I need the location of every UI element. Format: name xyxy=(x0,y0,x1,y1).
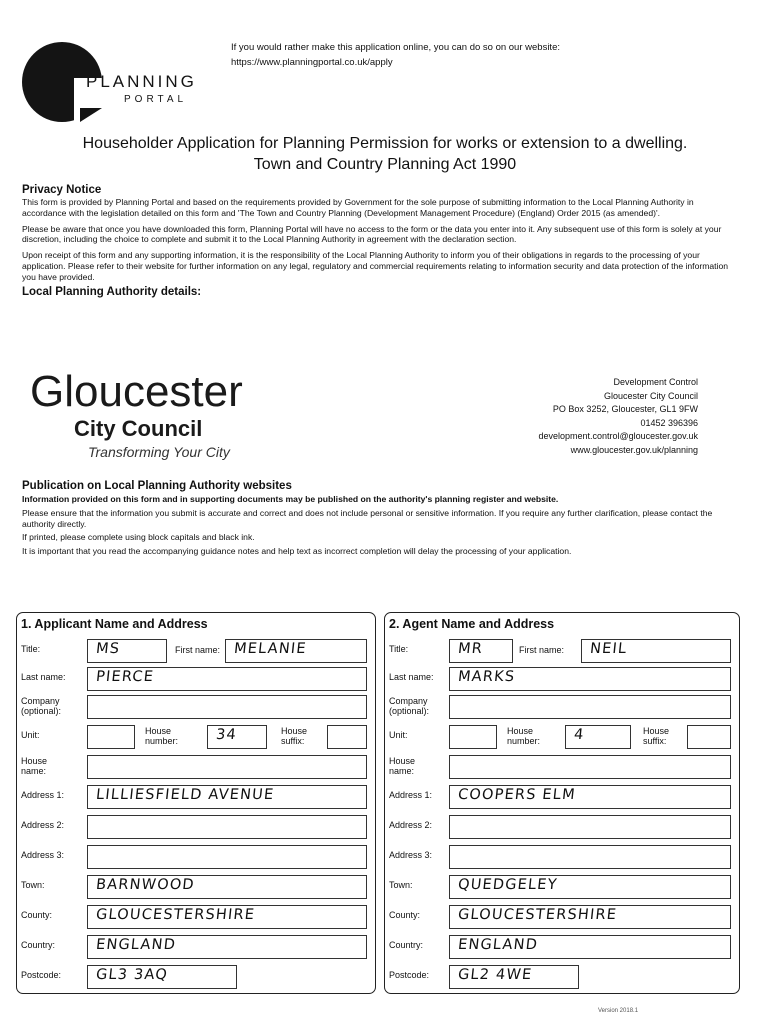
applicant-address3-row xyxy=(17,843,375,871)
agent-town-value: QUEDGELEY xyxy=(457,877,559,893)
agent-house-number-field[interactable] xyxy=(565,725,631,749)
agent-country-value: ENGLAND xyxy=(457,937,539,953)
house-suffix-label xyxy=(643,726,669,746)
company-label xyxy=(389,696,429,716)
lpa-contact-phone: 01452 396396 xyxy=(640,417,698,428)
online-note-text: If you would rather make this application online, you can do so on our website: xyxy=(231,42,560,53)
online-note-url[interactable]: https://www.planningportal.co.uk/apply xyxy=(231,57,393,68)
applicant-unit-field[interactable] xyxy=(87,725,135,749)
agent-unit-field[interactable] xyxy=(449,725,497,749)
logo-wedge-icon xyxy=(80,108,102,122)
applicant-address2-field[interactable] xyxy=(87,815,367,839)
agent-last-name-row xyxy=(385,665,739,693)
applicant-town-row xyxy=(17,873,375,901)
lpa-contact-details xyxy=(538,376,698,458)
applicant-heading: 1. Applicant Name and Address xyxy=(21,617,208,631)
agent-county-row xyxy=(385,903,739,931)
applicant-address2-row xyxy=(17,813,375,841)
applicant-title-row xyxy=(17,637,375,665)
privacy-notice xyxy=(22,184,740,298)
lpa-heading: Local Planning Authority details: xyxy=(22,285,202,298)
house-number-label-line-1: House xyxy=(145,726,172,736)
agent-address1-value: COOPERS ELM xyxy=(457,787,577,803)
last-name-label: Last name: xyxy=(21,672,66,682)
house-number-label-line-2: number: xyxy=(145,736,179,746)
agent-last-name-field[interactable] xyxy=(449,667,731,691)
lpa-contact-dept: Development Control xyxy=(613,377,698,387)
address3-label: Address 3: xyxy=(21,850,65,860)
house-name-label-line-2: name: xyxy=(389,766,415,776)
postcode-label: Postcode: xyxy=(389,970,430,980)
agent-unit-row xyxy=(385,723,739,751)
agent-address3-field[interactable] xyxy=(449,845,731,869)
agent-address1-field[interactable] xyxy=(449,785,731,809)
agent-town-field[interactable] xyxy=(449,875,731,899)
applicant-address3-field[interactable] xyxy=(87,845,367,869)
town-label: Town: xyxy=(389,880,413,890)
gcc-logo-city-council: City Council xyxy=(74,416,203,441)
lpa-contact-address: PO Box 3252, Gloucester, GL1 9FW xyxy=(552,404,698,415)
agent-company-row xyxy=(385,693,739,721)
title-line-2: Town and Country Planning Act 1990 xyxy=(253,156,517,173)
house-name-label xyxy=(21,756,47,776)
title-line-1: Householder Application for Planning Permission for works or extension to a dwelling. xyxy=(82,135,688,152)
house-number-label-line-1: House xyxy=(507,726,534,736)
house-suffix-label-line-2: suffix: xyxy=(643,736,667,746)
applicant-panel xyxy=(16,612,376,994)
address3-label: Address 3: xyxy=(389,850,433,860)
applicant-title-field[interactable] xyxy=(87,639,167,663)
agent-county-value: GLOUCESTERSHIRE xyxy=(457,907,618,923)
house-suffix-label-line-1: House xyxy=(281,726,308,736)
form-version: Version 2018.1 xyxy=(598,1008,639,1014)
publication-paragraph-2: If printed, please complete using block capitals and black ink. xyxy=(22,532,255,543)
publication-section xyxy=(22,480,740,557)
applicant-house-suffix-field[interactable] xyxy=(327,725,367,749)
agent-country-field[interactable] xyxy=(449,935,731,959)
privacy-heading: Privacy Notice xyxy=(22,184,102,196)
privacy-paragraph-1: This form is provided by Planning Portal and based on the requirements provided by Government for the sole purpose of submitting information to the Local Planning Authority in accordance with the legislation detailed on this form and 'The Town and Country Planning (Development Management Procedure) (England) Order 2015 (as amended)'. xyxy=(22,197,694,218)
applicant-country-field[interactable] xyxy=(87,935,367,959)
gloucester-city-council-logo xyxy=(30,367,280,466)
publication-paragraph-1: Please ensure that the information you submit is accurate and correct and does not include personal or sensitive information. If you require any further clarification, please contact the authority directly. xyxy=(22,507,713,529)
logo-word-planning: PLANNING xyxy=(86,72,197,91)
house-suffix-label-line-2: suffix: xyxy=(281,736,305,746)
applicant-country-row xyxy=(17,933,375,961)
agent-panel xyxy=(384,612,740,994)
applicant-last-name-row xyxy=(17,665,375,693)
applicant-house-number-value: 34 xyxy=(215,727,238,743)
company-label-line-2: (optional): xyxy=(21,706,62,716)
country-label: Country: xyxy=(389,940,424,950)
house-number-label xyxy=(507,726,540,746)
applicant-house-name-row xyxy=(17,753,375,781)
lpa-contact-council: Gloucester City Council xyxy=(603,390,698,401)
county-label: County: xyxy=(21,910,53,920)
town-label: Town: xyxy=(21,880,45,890)
agent-title-field[interactable] xyxy=(449,639,513,663)
agent-postcode-row xyxy=(385,963,739,991)
applicant-company-row xyxy=(17,693,375,721)
address2-label: Address 2: xyxy=(21,820,65,830)
agent-house-name-row xyxy=(385,753,739,781)
applicant-town-field[interactable] xyxy=(87,875,367,899)
agent-address1-row xyxy=(385,783,739,811)
applicant-unit-row xyxy=(17,723,375,751)
house-name-label-line-2: name: xyxy=(21,766,47,776)
applicant-postcode-field[interactable] xyxy=(87,965,237,989)
publication-heading: Publication on Local Planning Authority websites xyxy=(22,480,292,492)
applicant-first-name-value: MELANIE xyxy=(233,641,308,657)
title-label: Title: xyxy=(21,644,41,654)
agent-address2-field[interactable] xyxy=(449,815,731,839)
agent-house-suffix-field[interactable] xyxy=(687,725,731,749)
house-suffix-label-line-1: House xyxy=(643,726,670,736)
applicant-last-name-value: PIERCE xyxy=(95,669,155,685)
applicant-address1-value: LILLIESFIELD AVENUE xyxy=(95,787,276,803)
page-title xyxy=(0,133,770,175)
applicant-address1-field[interactable] xyxy=(87,785,367,809)
company-label xyxy=(21,696,61,716)
agent-country-row xyxy=(385,933,739,961)
agent-postcode-field[interactable] xyxy=(449,965,579,989)
applicant-last-name-field[interactable] xyxy=(87,667,367,691)
address2-label: Address 2: xyxy=(389,820,433,830)
company-label-line-2: (optional): xyxy=(389,706,430,716)
applicant-town-value: BARNWOOD xyxy=(95,877,196,893)
first-name-label: First name: xyxy=(175,645,221,655)
first-name-label: First name: xyxy=(519,645,565,655)
lpa-contact-email[interactable]: development.control@gloucester.gov.uk xyxy=(538,431,698,442)
lpa-contact-website[interactable]: www.gloucester.gov.uk/planning xyxy=(570,444,698,455)
agent-address2-row xyxy=(385,813,739,841)
agent-house-number-value: 4 xyxy=(573,727,586,743)
house-name-label xyxy=(389,756,415,776)
house-number-label xyxy=(145,726,178,746)
house-suffix-label xyxy=(281,726,307,746)
privacy-paragraph-2: Please be aware that once you have downloaded this form, Planning Portal will have no access to the form or the data you enter into it. Any subsequent use of this form is solely at your discretion, including the choice to complete and submit it to the Local Planning Authority in agreement with the declaration section. xyxy=(22,223,722,245)
agent-county-field[interactable] xyxy=(449,905,731,929)
publication-bold-note: Information provided on this form and in supporting documents may be published on the authority's planning register and website. xyxy=(22,494,559,504)
applicant-country-value: ENGLAND xyxy=(95,937,177,953)
agent-postcode-value: GL2 4WE xyxy=(457,967,534,983)
applicant-house-number-field[interactable] xyxy=(207,725,267,749)
applicant-house-name-field[interactable] xyxy=(87,755,367,779)
address1-label: Address 1: xyxy=(21,790,65,800)
agent-last-name-value: MARKS xyxy=(457,669,517,685)
address1-label: Address 1: xyxy=(389,790,433,800)
applicant-first-name-field[interactable] xyxy=(225,639,367,663)
house-number-label-line-2: number: xyxy=(507,736,541,746)
last-name-label: Last name: xyxy=(389,672,434,682)
postcode-label: Postcode: xyxy=(21,970,62,980)
agent-town-row xyxy=(385,873,739,901)
agent-heading: 2. Agent Name and Address xyxy=(389,617,555,631)
house-name-label-line-1: House xyxy=(389,756,416,766)
applicant-county-row xyxy=(17,903,375,931)
title-label: Title: xyxy=(389,644,409,654)
agent-address3-row xyxy=(385,843,739,871)
applicant-postcode-row xyxy=(17,963,375,991)
unit-label: Unit: xyxy=(21,730,40,740)
gcc-logo-tagline: Transforming Your City xyxy=(88,444,230,460)
house-name-label-line-1: House xyxy=(21,756,48,766)
gcc-logo-gloucester: Gloucester xyxy=(30,367,243,416)
country-label: Country: xyxy=(21,940,56,950)
company-label-line-1: Company xyxy=(21,696,60,706)
logo-word-portal: PORTAL xyxy=(124,94,188,105)
agent-house-name-field[interactable] xyxy=(449,755,731,779)
online-application-note xyxy=(231,40,560,70)
agent-company-field[interactable] xyxy=(449,695,731,719)
planning-portal-logo xyxy=(22,42,212,122)
county-label: County: xyxy=(389,910,421,920)
company-label-line-1: Company xyxy=(389,696,428,706)
applicant-company-field[interactable] xyxy=(87,695,367,719)
applicant-postcode-value: GL3 3AQ xyxy=(95,967,169,983)
agent-first-name-field[interactable] xyxy=(581,639,731,663)
agent-first-name-value: NEIL xyxy=(589,641,629,657)
applicant-address1-row xyxy=(17,783,375,811)
applicant-county-value: GLOUCESTERSHIRE xyxy=(95,907,256,923)
applicant-title-value: MS xyxy=(95,641,121,657)
applicant-county-field[interactable] xyxy=(87,905,367,929)
agent-title-value: MR xyxy=(457,641,484,657)
privacy-paragraph-3: Upon receipt of this form and any supporting information, it is the responsibility of the Local Planning Authority to inform you of their obligations in regards to the processing of your application. Please refer to their website for further information on any legal, regulatory and commercial requirements relating to information security and data protection of the information you have provided. xyxy=(22,250,729,282)
unit-label: Unit: xyxy=(389,730,408,740)
agent-title-row xyxy=(385,637,739,665)
publication-paragraph-3: It is important that you read the accompanying guidance notes and help text as incorrect completion will delay the processing of your application. xyxy=(22,546,572,557)
